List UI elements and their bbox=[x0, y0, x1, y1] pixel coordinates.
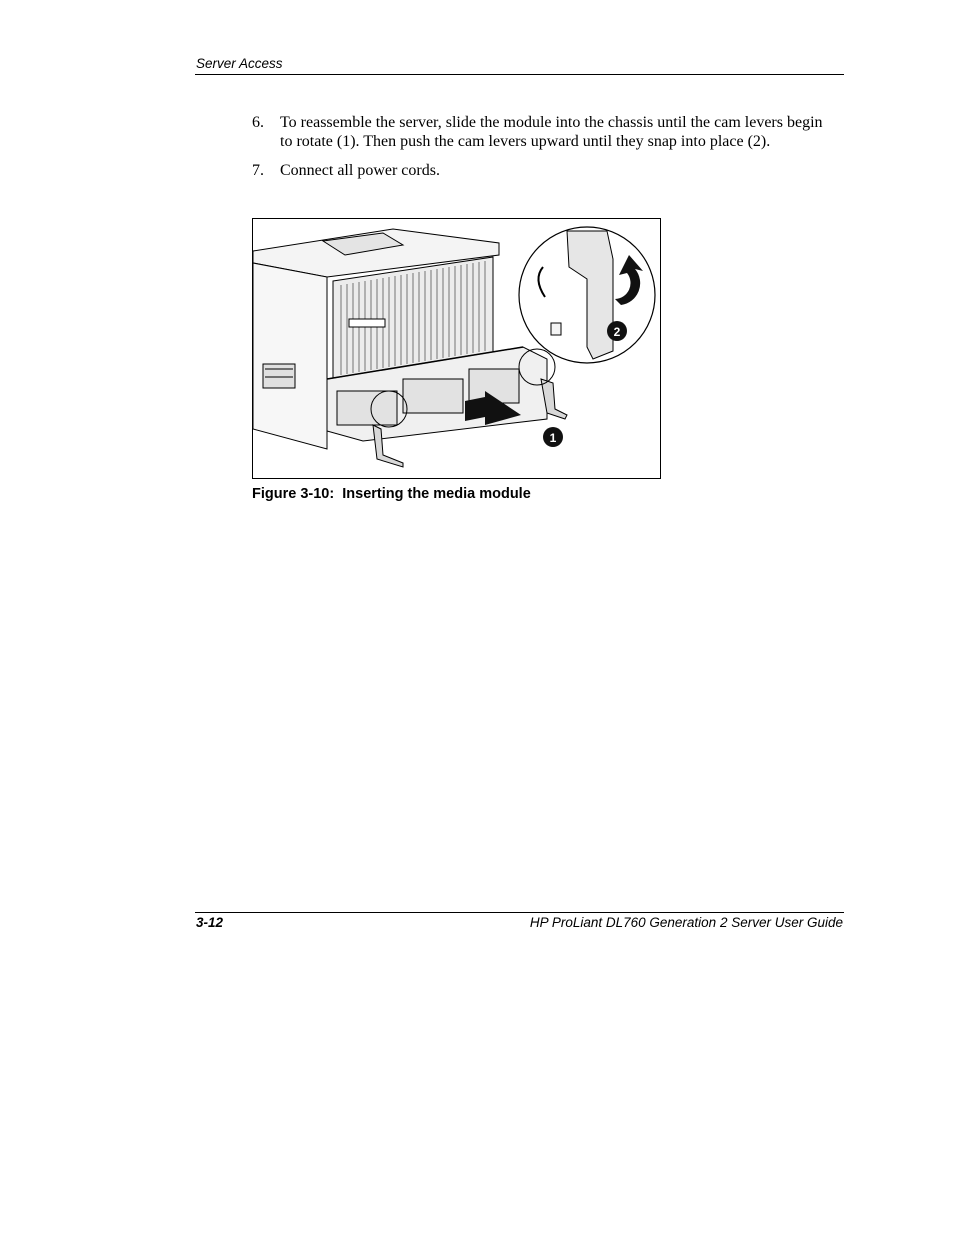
figure-caption: Figure 3-10: Inserting the media module bbox=[252, 486, 531, 502]
step-6 bbox=[252, 113, 832, 151]
header-rule bbox=[195, 74, 844, 75]
step-text: To reassemble the server, slide the module into the chassis until the cam levers begin to rotate (1). Then push the cam levers upward until they snap into place (2). bbox=[280, 114, 823, 150]
figure-frame bbox=[252, 218, 661, 479]
svg-text:2: 2 bbox=[613, 325, 621, 339]
procedure-steps bbox=[252, 113, 832, 190]
step-text: Connect all power cords. bbox=[280, 162, 440, 179]
svg-text:1: 1 bbox=[549, 431, 557, 445]
footer-rule bbox=[195, 912, 844, 913]
media-module-illustration bbox=[253, 219, 659, 477]
step-7 bbox=[252, 161, 832, 180]
page-number: 3-12 bbox=[196, 915, 224, 930]
running-head: Server Access bbox=[196, 56, 283, 71]
callout-2-icon bbox=[607, 321, 627, 341]
callout-1-icon bbox=[543, 427, 563, 447]
step-number: 7. bbox=[252, 162, 264, 179]
book-title: HP ProLiant DL760 Generation 2 Server User Guide bbox=[529, 915, 843, 930]
step-number: 6. bbox=[252, 114, 264, 131]
